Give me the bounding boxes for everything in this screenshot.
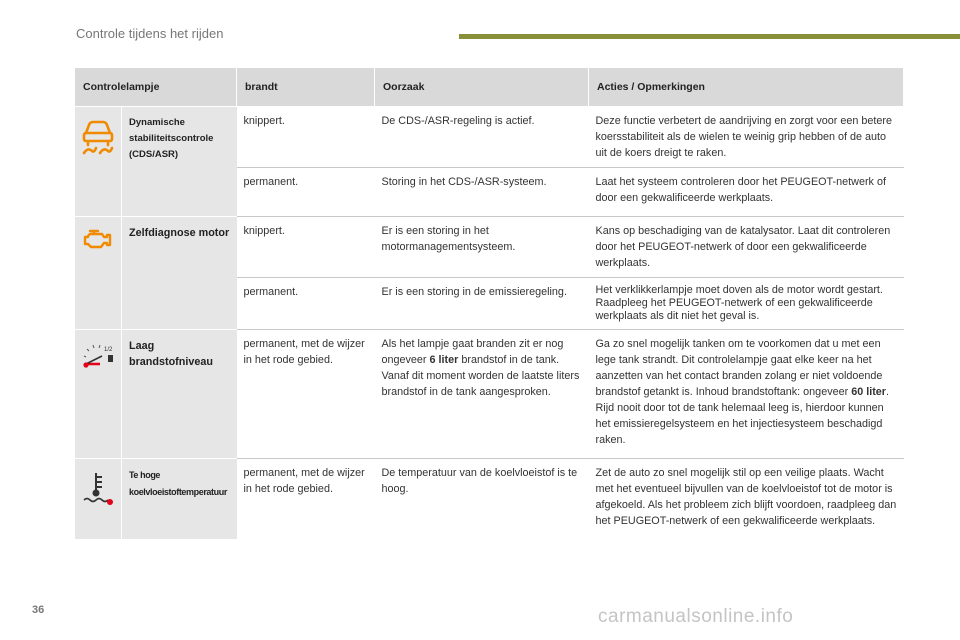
oorzaak-cell: Er is een storing in het motormanagementsysteem. — [375, 217, 589, 278]
acties-cell — [589, 330, 904, 459]
icon-cell — [75, 459, 122, 540]
brandt-cell: knippert. — [237, 217, 375, 278]
warning-light-name: Te hoge koelvloeistoftemperatuur — [122, 459, 237, 540]
oorzaak-text: Als het lampje gaat branden zit er nog ongeveer — [381, 338, 564, 366]
acties-cell: Kans op beschadiging van de katalysator. Laat dit controleren door het PEUGEOT-netwerk of door een gekwalificeerde werkplaats. — [589, 217, 904, 278]
acties-cell: Deze functie verbetert de aandrijving en zorgt voor een betere koersstabiliteit als de wielen te weinig grip hebben of de auto uit de koers dreigt te raken. — [589, 107, 904, 168]
warning-light-name: Laag brandstofniveau — [122, 330, 237, 459]
brandt-cell: permanent, met de wijzer in het rode gebied. — [237, 330, 375, 459]
column-header-brandt: brandt — [237, 68, 375, 107]
gauge-half-label: 1/2 — [103, 347, 113, 353]
warning-lights-table — [74, 67, 904, 539]
table-row — [75, 330, 904, 459]
brandt-cell: permanent. — [237, 168, 375, 217]
table-row — [75, 107, 904, 168]
brandt-cell: permanent, met de wijzer in het rode gebied. — [237, 459, 375, 540]
icon-cell — [75, 217, 122, 330]
coolant-temperature-icon — [82, 469, 114, 507]
acties-text: . Rijd nooit door tot de tank helemaal leeg is, hierdoor kunnen het emissieregelsysteem en het injectiesysteem beschadigd raken. — [595, 386, 890, 446]
icon-cell — [75, 107, 122, 217]
brandt-cell: permanent. — [237, 278, 375, 330]
fuel-gauge-icon — [78, 340, 118, 370]
oorzaak-cell: Storing in het CDS-/ASR-systeem. — [375, 168, 589, 217]
skidding-car-icon — [80, 117, 116, 155]
header-accent-bar — [459, 34, 960, 39]
acties-cell: Het verklikkerlampje moet doven als de motor wordt gestart. Raadpleeg het PEUGEOT-netwerk of een gekwalificeerde werkplaats als dit niet het geval is. — [589, 278, 904, 330]
brandt-cell: knippert. — [237, 107, 375, 168]
oorzaak-text: brandstof in de tank. Vanaf dit moment worden de laatste liters brandstof in de tank aangesproken. — [381, 354, 580, 398]
warning-light-name: Dynamische stabiliteitscontrole (CDS/ASR) — [122, 107, 237, 217]
table-header-row — [75, 68, 904, 107]
oorzaak-cell — [375, 330, 589, 459]
acties-cell: Zet de auto zo snel mogelijk stil op een veilige plaats. Wacht met het eventueel bijvullen van de koelvloeistof tot de motor is afgekoeld. Als het probleem zich blijft voordoen, raadpleeg dan het PEUGEOT-netwerk of een gekwalificeerde werkplaats. — [589, 459, 904, 540]
watermark-text: carmanualsonline.info — [598, 606, 794, 627]
table-row — [75, 459, 904, 540]
table-row — [75, 217, 904, 278]
page-number: 36 — [32, 604, 45, 616]
column-header-acties: Acties / Opmerkingen — [589, 68, 904, 107]
column-header-oorzaak: Oorzaak — [375, 68, 589, 107]
acties-cell: Laat het systeem controleren door het PEUGEOT-netwerk of door een gekwalificeerde werkplaats. — [589, 168, 904, 217]
column-header-controlelampje: Controlelampje — [75, 68, 237, 107]
oorzaak-cell: Er is een storing in de emissieregeling. — [375, 278, 589, 330]
engine-icon — [83, 227, 113, 249]
fuel-reserve-value: 6 liter — [429, 354, 459, 366]
warning-light-name: Zelfdiagnose motor — [122, 217, 237, 330]
icon-cell — [75, 330, 122, 459]
page-header-title: Controle tijdens het rijden — [76, 26, 224, 41]
oorzaak-cell: De temperatuur van de koelvloeistof is te hoog. — [375, 459, 589, 540]
oorzaak-cell: De CDS-/ASR-regeling is actief. — [375, 107, 589, 168]
acties-text: Ga zo snel mogelijk tanken om te voorkomen dat u met een lege tank strandt. Dit controlelampje gaat elke keer na het aanzetten van het contact branden zolang er niet voldoende brandstof getankt is. Inhoud brandstoftank: ongeveer — [595, 338, 883, 398]
tank-capacity-value: 60 liter — [851, 386, 887, 398]
